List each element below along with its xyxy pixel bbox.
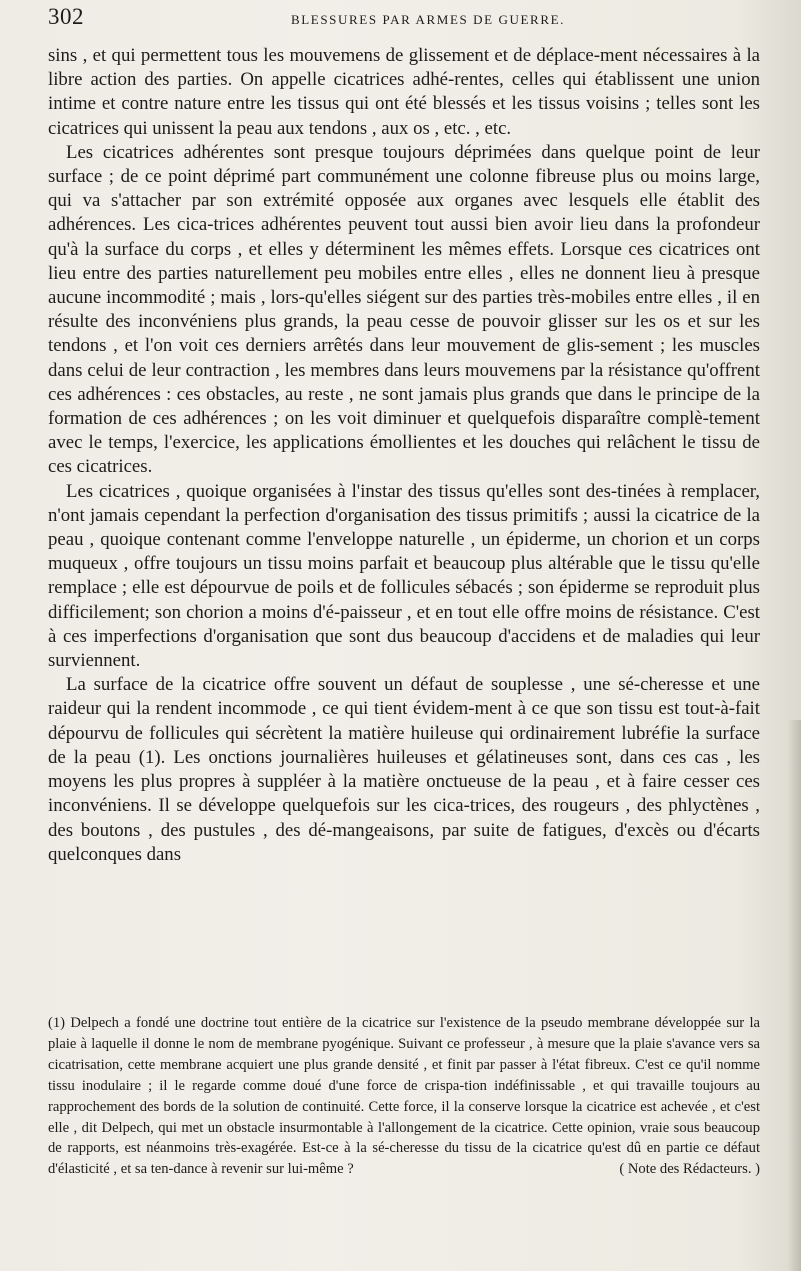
running-title: BLESSURES PAR ARMES DE GUERRE.	[291, 12, 565, 27]
body-text	[48, 44, 760, 867]
footnote-text: (1) Delpech a fondé une doctrine tout entière de la cicatrice sur l'existence de la pseudo membrane développée sur la plaie à laquelle il donne le nom de membrane pyogénique. Suivant ce professeur , à mesure que la plaie s'avance vers sa cicatrisation, cette membrane acquiert une plus grande densité , et finit par passer à l'état fibreux. C'est ce qu'il nomme tissu inodulaire ; il le regarde comme doué d'une force de crispa-tion indéfinissable , et qui travaille toujours au rapprochement des bords de la solution de continuité. Cette force, il la conserve lorsque la cicatrice est achevée , et c'est elle , dit Delpech, qui met un obstacle insurmontable à l'allongement de la cicatrice. Cette opinion, vraie sous beaucoup de rapports, est néanmoins très-exagérée. Est-ce à la sé-cheresse du tissu de la cicatrice qu'est dû en partie ce défaut d'élasticité , et sa ten-dance à revenir sur lui-même ?	[48, 1015, 760, 1178]
paragraph-continuation: sins , et qui permettent tous les mouvemens de glissement et de déplace-ment nécessaires à la libre action des parties. On appelle cicatrices adhé-rentes, celles qui établissent une union intime et contre nature entre les tissus qui ont été blessés et les tissus voisins ; telles sont les cicatrices qui unissent la peau aux tendons , aux os , etc. , etc.	[48, 45, 760, 139]
page-edge-shadow	[787, 720, 801, 1271]
footnote	[48, 1013, 760, 1180]
footnote-attribution: ( Note des Rédacteurs. )	[619, 1161, 760, 1178]
page-header	[48, 4, 758, 40]
paragraph-scar-surface: La surface de la cicatrice offre souvent un défaut de souplesse , une sé-cheresse et une raideur qui la rendent incommode , ce qui tient évidem-ment à ce que son tissu est tout-à-fait dépourvu de follicules qui sécrètent la matière huileuse qui ordinairement lubréfie la surface de la peau (1). Les onctions journalières huileuses et gélatineuses sont, dans ces cas , les moyens les plus propres à suppléer à la matière onctueuse de la peau , et à faire cesser ces inconvéniens. Il se développe quelquefois sur les cica-trices, des rougeurs , des phlyctènes , des boutons , des pustules , des dé-mangeaisons, par suite de fatigues, d'excès ou d'écarts quelconques dans	[48, 674, 760, 865]
page-number: 302	[48, 4, 84, 29]
paragraph-scar-organisation: Les cicatrices , quoique organisées à l'instar des tissus qu'elles sont des-tinées à remplacer, n'ont jamais cependant la perfection d'organisation des tissus primitifs ; aussi la cicatrice de la peau , quoique contenant comme l'enveloppe naturelle , un épiderme, un chorion et un corps muqueux , offre toujours un tissu moins parfait et beaucoup plus altérable que le tissu qu'elle remplace ; elle est dépourvue de poils et de follicules sébacés ; son épiderme se reproduit plus difficilement; son chorion a moins d'é-paisseur , et en tout elle offre moins de résistance. C'est à ces imperfections d'organisation que sont dus beaucoup d'accidens et de maladies qui leur surviennent.	[48, 480, 760, 672]
paragraph-adherent-scars: Les cicatrices adhérentes sont presque toujours déprimées dans quelque point de leur surface ; de ce point déprimé part communément une colonne fibreuse plus ou moins large, qui va s'attacher par son extrémité opposée aux organes avec lesquels elle établit des adhérences. Les cica-trices adhérentes peuvent tout aussi bien avoir lieu dans la profondeur qu'à la surface du corps , et elles y déterminent les mêmes effets. Lorsque ces cicatrices ont lieu entre des parties naturellement peu mobiles entre elles , elles ne donnent lieu à presque aucune incommodité ; mais , lors-qu'elles siégent sur des parties très-mobiles entre elles , il en résulte des inconvéniens plus grands, la peau cesse de pouvoir glisser sur les os et sur les tendons , et l'on voit ces derniers arrêtés dans leur mouvement de glis-sement ; les muscles dans celui de leur contraction , les membres dans leurs mouvemens par la résistance qu'offrent ces adhérences : ces obstacles, au reste , ne sont jamais plus grands que dans le principe de la formation de ces adhérences ; on les voit diminuer et quelquefois disparaître complè-tement avec le temps, l'exercice, les applications émollientes et les douches qui relâchent le tissu de ces cicatrices.	[48, 141, 760, 478]
